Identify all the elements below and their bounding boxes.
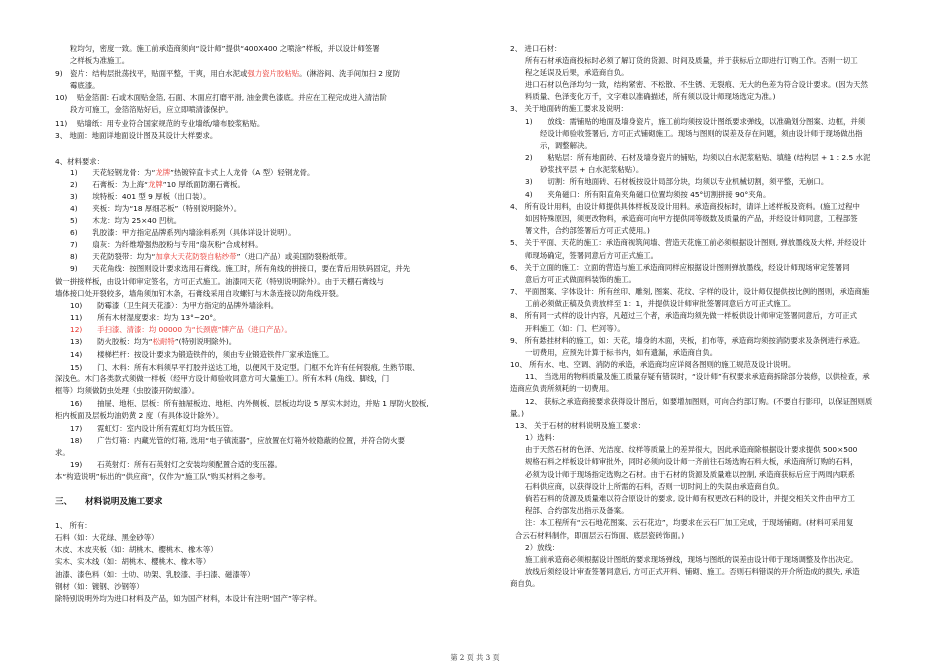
left-line <box>55 448 70 458</box>
line-text: 进口石材以色泽均匀一致，结构紧密、不松散、不生锈、无裂痕、无大的色差为符合设计要求。(因为天然 <box>525 80 868 89</box>
line-text: 13、 关于石材的材料说明及施工要求： <box>515 421 646 430</box>
line-text: 2、 进口石材： <box>510 44 562 53</box>
left-line <box>55 411 223 421</box>
line-text: 必须为设计师于现场指定选购之石材。由于石材的货源及质量难以控制, 承造商获标后应于两周内联系 <box>525 470 855 479</box>
line-text: 6) 乳胶漆：甲方指定品牌系列内墙涂料系列（具体详设计说明）。 <box>70 228 296 237</box>
line-text: 料质量、色泽变化万千，文字难以准确描述，所有须以设计师现场选定为准。) <box>525 92 776 101</box>
right-line <box>540 141 592 151</box>
right-line <box>525 433 559 443</box>
right-line <box>525 348 717 358</box>
left-line <box>55 472 270 482</box>
left-line <box>70 313 221 323</box>
left-line <box>70 192 211 202</box>
right-line <box>525 153 870 163</box>
left-line <box>70 216 181 226</box>
right-line <box>525 567 860 577</box>
line-text: 石料（如：大花绿、黑金砂等） <box>55 533 159 542</box>
highlighted-text: 均 00000 为“长颈鹿”牌产品（进口产品） <box>148 325 285 334</box>
right-line <box>525 482 784 492</box>
line-text-tail: ”10 厚纸面防潮石膏板。 <box>162 180 245 189</box>
left-line <box>55 277 384 287</box>
left-line <box>55 289 343 299</box>
line-text: 墙体接口处开裂较多，墙角须加钉木条，石膏线采用自攻螺钉与木条连接以防角线开裂。 <box>55 289 344 298</box>
right-line <box>525 226 650 236</box>
right-line <box>525 324 625 334</box>
right-line <box>510 311 857 321</box>
line-text: 框等）均须做防虫处理（虫胶漆开防蚁漆）。 <box>55 386 200 395</box>
line-text: 意后方可正式做面料装饰的施工。 <box>525 275 636 284</box>
line-text: 1）选料： <box>525 433 560 442</box>
line-text: 1、 所有： <box>55 521 92 530</box>
left-line <box>70 240 263 250</box>
line-text: 12、 获标之承造商接要求获得设计图后，如要增加图则，可向合约部订购。(不要自行影印，以保证图则质 <box>525 397 873 406</box>
left-line <box>70 44 380 54</box>
line-text: 之样板为准施工。 <box>70 56 130 65</box>
line-text: 程部、合约部发出指示及备案。 <box>525 506 629 515</box>
line-text: 注：本工程所有“云石地花图案、云石花边”，均要求在云石厂加工完成，于现场铺砌。(材料可采用复 <box>525 518 854 527</box>
line-text: 示，调整解决。 <box>540 141 592 150</box>
left-line <box>55 570 255 580</box>
left-line <box>55 594 321 604</box>
right-line <box>510 263 850 273</box>
line-text: 粒均匀，密度一致。施工前承造商须向“设计师”提供“400X400 之喷涂”样板，并以设计师签署 <box>70 44 380 53</box>
line-text: 3、 关于地面砖的施工要求及说明： <box>510 104 628 113</box>
left-line <box>70 81 100 91</box>
highlighted-text: 加拿大天花防裂自粘纱带 <box>155 252 237 261</box>
left-line <box>55 386 199 396</box>
line-text: 油漆、漆色料（如：士叻、叻架、乳胶漆、手扫漆、磁漆等） <box>55 570 255 579</box>
line-text-tail: ”（进口产品）或美国防裂粉纸带。 <box>236 252 352 261</box>
left-line <box>70 204 241 214</box>
left-line <box>70 228 296 238</box>
left-line <box>55 545 218 555</box>
line-text-tail: ”热镀锌直卡式上人龙骨（A 型）轻钢龙骨。 <box>170 168 315 177</box>
line-text: 署文件，合约部签署后方可正式使用。) <box>525 226 650 235</box>
highlighted-text: 龙牌 <box>147 180 163 189</box>
right-line <box>525 80 868 90</box>
line-text: 6、 关于立面的施工：立面的营造与施工承造商同样应根据设计图则弹放墨线，经设计师现场审定签署同 <box>510 263 850 272</box>
right-line <box>510 44 561 54</box>
page-footer: 第 2 页 共 3 页 <box>450 653 500 662</box>
line-text: 量。) <box>510 409 524 418</box>
line-text: 8) 天花防裂带：均为“ <box>70 252 156 261</box>
left-line <box>70 436 405 446</box>
right-line <box>510 360 795 370</box>
right-line <box>525 190 770 200</box>
line-text: 由于天然石材的色泽、光洁度、纹样等质量上的差异很大，因此承造商除根据设计要求提供 500×500 <box>525 445 858 454</box>
left-line <box>70 56 129 66</box>
line-text: 合云石材料制作，即面层云石饰面、底层瓷砖饰面。) <box>515 531 685 540</box>
line-text: 倘若石料的货源及质量难以符合原设计的要求, 设计师有权更改石料的设计，并提交相关文件由甲方工 <box>525 494 855 503</box>
left-line <box>70 424 238 434</box>
section-heading <box>55 497 162 507</box>
right-line <box>525 555 858 565</box>
line-text: 除特别说明外均为进口材料及产品，如为国产材料，本设计有注明“国产”等字样。 <box>55 594 322 603</box>
line-text: 商自负。 <box>510 579 540 588</box>
left-line <box>55 582 144 592</box>
line-text: 实木、实木线（如：胡桃木、樱桃木、橡木等） <box>55 557 211 566</box>
line-text: 砂浆找平层 + 白水泥浆粘贴）。 <box>540 165 644 174</box>
left-line <box>70 252 351 262</box>
line-text: 1) 天花轻钢龙骨：为“ <box>70 168 156 177</box>
left-line <box>70 325 292 335</box>
right-line <box>510 336 864 346</box>
right-line <box>525 117 865 127</box>
right-line <box>515 421 645 431</box>
right-line <box>510 238 866 248</box>
line-text: 求。 <box>55 448 70 457</box>
left-line <box>55 69 400 79</box>
line-text: 8、 所有同一式样的设计内容，凡超过三个者，承造商均须先做一样板供设计师审定签署同意后，方可正式 <box>510 311 858 320</box>
right-line <box>525 177 828 187</box>
line-text: 师现场确定，签署同意后方可正式施工。 <box>525 251 659 260</box>
line-text: 4、材料要求： <box>55 157 105 166</box>
line-text: 1) 放线：需铺贴的地面及墙身瓷片，施工前均须按设计图纸要求弹线，以准确划分图案、边框，并须 <box>525 117 866 126</box>
line-text: 放线后须经设计审查签署同意后, 方可正式开料、铺砌、施工。否则石料错误的开介所造成的损失, 承造 <box>525 567 860 576</box>
line-text: 16) 抽屉、地柜、层板：所有抽屉板边、地柜、内外侧板、层板边均设 5 厚实木封边，并贴 1 厚防火胶板, <box>70 399 429 408</box>
line-text: 开料施工（如：门、栏河等）。 <box>525 324 625 333</box>
highlighted-text: 松耐特 <box>152 337 175 346</box>
right-line <box>525 68 628 78</box>
line-text: 10、 所有水、电、空调、消防的承造，承造商均应详阅各图则的施工规范及设计说明。 <box>510 360 796 369</box>
right-line <box>525 251 658 261</box>
line-text: 12) 手扫漆、清漆： <box>70 325 149 334</box>
line-text: 3) 切割：所有地面砖、石材板按设计局部分块，均须以专业机械切割，须平整，无崩口。 <box>525 177 829 186</box>
line-text: 3) 埃特板：401 型 9 厚板（出口装）。 <box>70 192 211 201</box>
line-text-tail: 。 <box>284 325 292 334</box>
line-text: 一切费用，应预先计算于标书内，如有遗漏，承造商自负。 <box>525 348 718 357</box>
right-line <box>525 214 858 224</box>
line-text: 程之延误及后果，承造商自负。 <box>525 68 629 77</box>
line-text: 9) 瓷片：结构层批荡找平，贴面平整，干爽，用白水泥或 <box>55 69 248 78</box>
line-text: 柜内板面及层板均油奶黄 2 度（有具体设计除外）。 <box>55 411 224 420</box>
left-line <box>70 180 245 190</box>
line-text: 规格石料之样板设计师审批外，同时必须向设计师一齐前往石场选购石料大板，承造商所订购的石料， <box>525 457 858 466</box>
line-text: 施工前承造商必须根据设计图纸的要求现场弹线，现场与图纸的误差由设计师于现场调整及作出决定。 <box>525 555 858 564</box>
right-line <box>510 579 540 589</box>
line-text: 10) 防霉漆（卫生间天花漆）：为甲方指定的品牌外墙涂料。 <box>70 301 279 310</box>
left-line <box>55 533 158 543</box>
right-line <box>540 129 863 139</box>
line-text: 造商应负责所须耗的一切费用。 <box>510 384 614 393</box>
line-text: 4、 所有设计用料，由设计师提供具体样板及设计用料。承造商投标时，请详上述样板及资料。(施工过程中 <box>510 202 860 211</box>
line-text-tail: ”(特别说明除外)。 <box>174 337 237 346</box>
left-line <box>70 460 282 470</box>
line-text-tail: 。(淋浴间、洗手间加扫 2 度防 <box>299 69 401 78</box>
left-line <box>55 157 104 167</box>
left-line <box>70 337 236 347</box>
line-text: 15) 门、木料：所有木料须早平打胶并送达工地，以便风干及定型。门框不允许有任何裂痕, 生熟节眼、 <box>70 363 420 372</box>
line-text: 11、 当选用的物料质量及施工质量存疑有错误时，“设计师”有权要求承造商拆除部分装修，以供检查，承 <box>525 372 870 381</box>
left-line <box>55 521 92 531</box>
right-line <box>525 299 795 309</box>
right-line <box>525 470 855 480</box>
line-text: 2）放线： <box>525 543 560 552</box>
right-line <box>525 518 853 528</box>
line-text: 10) 贴金箔面: 石或木面贴金箔, 石面、木面应打磨平滑, 油金黄色漆底。并应在工程完成进入清洁阶 <box>55 93 387 102</box>
right-line <box>510 409 524 419</box>
right-line <box>525 56 858 66</box>
left-line <box>55 557 210 567</box>
line-text: 钢材（如：镀钢、沙钢等） <box>55 582 144 591</box>
left-line <box>70 350 334 360</box>
line-text: 木皮、木皮夹板（如：胡桃木、樱桃木、橡木等） <box>55 545 218 554</box>
right-line <box>525 445 857 455</box>
line-text: 19) 石英射灯：所有石英射灯之安装均须配置合适的变压器。 <box>70 460 282 469</box>
line-text: 18) 广告灯箱：内藏光管的灯箱, 选用“电子镇流器”，应放置在灯箱外较隐蔽的位置，并符合防火要 <box>70 436 406 445</box>
right-line <box>525 275 636 285</box>
line-text: 17) 霓虹灯：室内设计所有霓虹灯均为低压管。 <box>70 424 238 433</box>
right-line <box>525 494 855 504</box>
line-text: 7) 扇灰：为纤维增强热胶粉与专用“扇灰粉”合成材料。 <box>70 240 263 249</box>
right-line <box>540 165 643 175</box>
line-text: 5、 关于平面、天花的施工：承造商视筑间墙、营造天花施工前必须根据设计图则, 弹放墨线及大样, 并经设计 <box>510 238 867 247</box>
line-text: 做一拼接样板，由设计师审定签名，方可正式施工。油漆同天花（特别说明除外）。由于天棚石膏线与 <box>55 277 384 286</box>
right-line <box>510 202 860 212</box>
left-line <box>55 93 387 103</box>
highlighted-text: 强力瓷片胶粘贴 <box>247 69 300 78</box>
line-text: 13) 防火胶板：均为“ <box>70 337 153 346</box>
line-text: 14) 楼梯栏杆：按设计要求为锻造铁件的，须由专业锻造铁件厂家承造施工。 <box>70 350 334 359</box>
line-text: 9、 所有悬挂材料的施工，如：天花，墙身的木面，夹板，扪布等，承造商均须按消防要求及条例进行承造。 <box>510 336 865 345</box>
right-line <box>510 384 613 394</box>
right-line <box>525 372 870 382</box>
line-text: 9) 天花角线：按图则设计要求选用石膏线。施工时，所有角线的拼接口，要在背后用铁码固定，并先 <box>70 264 411 273</box>
line-text: 本“构造说明”标出的“供应商”，仅作为“施工队”购买材料之参考。 <box>55 472 271 481</box>
right-line <box>515 531 684 541</box>
line-text: 4) 夹角磁口：所有阳直角夹角磁口位置均须按 45°切割拼接 90°夹角。 <box>525 190 771 199</box>
left-line <box>70 399 429 409</box>
line-text: 5) 木龙：均为 25×40 凹杭。 <box>70 216 182 225</box>
line-text: 所有石材承造商投标时必须了解订货的货源、时间及质量，并于获标后立即进行订购工作。否则一切工 <box>525 56 858 65</box>
right-line <box>525 92 775 102</box>
right-line <box>525 397 872 407</box>
right-line <box>510 104 628 114</box>
left-line <box>55 119 264 129</box>
line-text: 2) 石膏板：为上海“ <box>70 180 148 189</box>
left-line <box>70 168 314 178</box>
line-text: 段方可施工，金箔箔贴好后，应立即喷清漆保护。 <box>70 105 233 114</box>
right-line <box>525 457 858 467</box>
right-line <box>510 287 869 297</box>
left-line <box>70 301 278 311</box>
line-text: 7、 平面图案、字体设计：所有丝印、雕刻, 图案、花纹、字样的设计，设计师仅提供按比例的图则，承造商施 <box>510 287 870 296</box>
line-text: 4) 夹板：均为“18 厚细芯板”（特别说明除外）。 <box>70 204 242 213</box>
left-line <box>70 105 233 115</box>
line-text: 三、 材料说明及施工要求 <box>55 497 163 507</box>
right-line <box>525 506 628 516</box>
line-text: 如因特殊原因，须更改物料，承造商可向甲方提供同等级数及质量的产品，并经设计师同意，工程部签 <box>525 214 858 223</box>
line-text: 工前必须做正稿及负责放样至 1：1，并提供设计师审批签署同意后方可正式施工。 <box>525 299 796 308</box>
line-text: 霉底漆。 <box>70 81 100 90</box>
left-line <box>55 374 389 384</box>
line-text: 3、 地面：地面详地面设计图及其设计大样要求。 <box>55 131 218 140</box>
highlighted-text: 龙牌 <box>155 168 171 177</box>
line-text: 2) 粘贴层：所有地面砖、石材及墙身瓷片的铺贴，均须以白水泥浆粘贴、填缝 (结构层 + 1 : 2.5 水泥 <box>525 153 871 162</box>
left-line <box>70 363 420 373</box>
line-text: 石料供应商，以获得设计上所需的石料，否则一切时间上的失误由承造商自负。 <box>525 482 784 491</box>
line-text: 深浅色。木门各类款式须做一样板（经甲方设计师验收同意方可大量施工）。所有木料 (角线、脚线，门 <box>55 374 390 383</box>
line-text: 11) 所有木材湿度要求：均为 13°~20°。 <box>70 313 221 322</box>
left-line <box>70 264 410 274</box>
right-line <box>525 543 559 553</box>
line-text: 11) 贴墙纸：用专业符合国家规范的专业墙纸/墙布胶浆粘贴。 <box>55 119 265 128</box>
left-line <box>55 131 217 141</box>
line-text: 经设计师验收签署后, 方可正式铺砌施工。现场与图则的误差及存在问题，须由设计师于现场做出指 <box>540 129 863 138</box>
